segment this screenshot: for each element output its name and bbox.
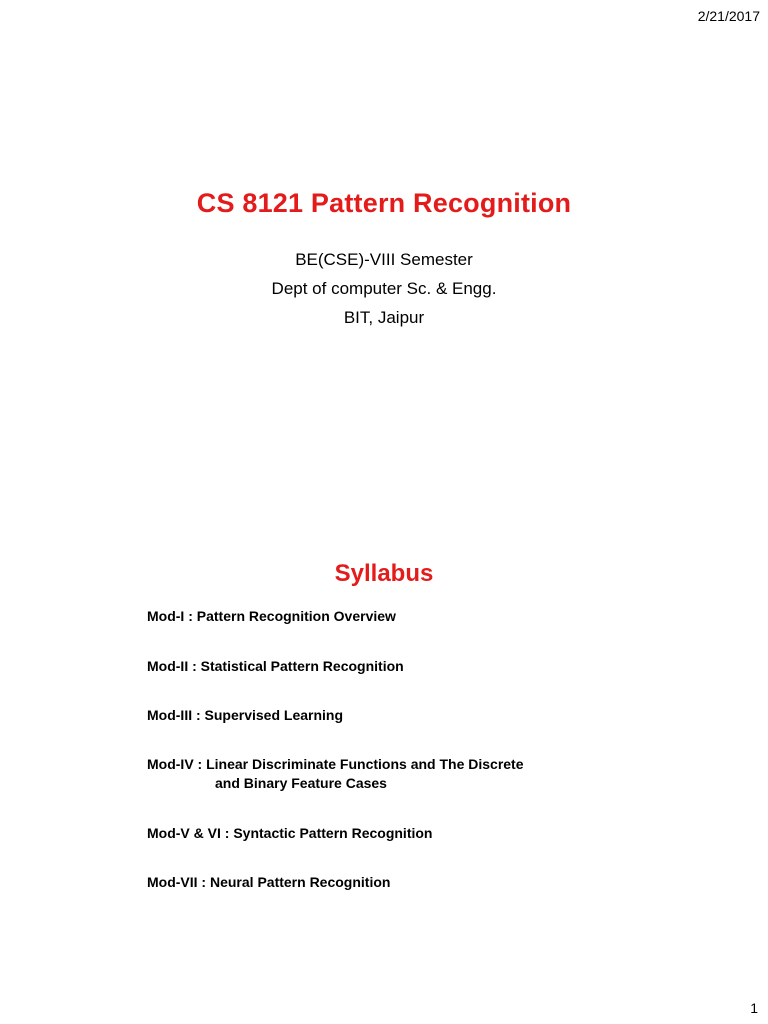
- module-item-6: [147, 874, 390, 890]
- module-text: Mod-VII : Neural Pattern Recognition: [147, 874, 391, 890]
- syllabus-title: Syllabus: [334, 560, 434, 587]
- module-item-3: [147, 707, 343, 723]
- semester-line: BE(CSE)-VIII Semester: [295, 250, 473, 269]
- module-item-1: [147, 608, 396, 624]
- module-text: Mod-III : Supervised Learning: [147, 707, 344, 723]
- page-date: 2/21/2017: [697, 8, 760, 24]
- module-item-5: [147, 825, 432, 841]
- module-text-continued: and Binary Feature Cases: [215, 775, 387, 791]
- course-info: [0, 248, 768, 335]
- module-text: Mod-I : Pattern Recognition Overview: [147, 608, 396, 624]
- institute-line: BIT, Jaipur: [343, 308, 425, 327]
- course-title: CS 8121 Pattern Recognition: [196, 188, 572, 218]
- page-number: 1: [750, 1000, 758, 1016]
- module-item-4: [147, 756, 524, 791]
- module-text: Mod-V & VI : Syntactic Pattern Recognition: [147, 825, 433, 841]
- module-text: Mod-IV : Linear Discriminate Functions and The Discrete: [147, 756, 524, 772]
- module-text: Mod-II : Statistical Pattern Recognition: [147, 658, 404, 674]
- module-item-2: [147, 658, 404, 674]
- department-line: Dept of computer Sc. & Engg.: [271, 279, 497, 298]
